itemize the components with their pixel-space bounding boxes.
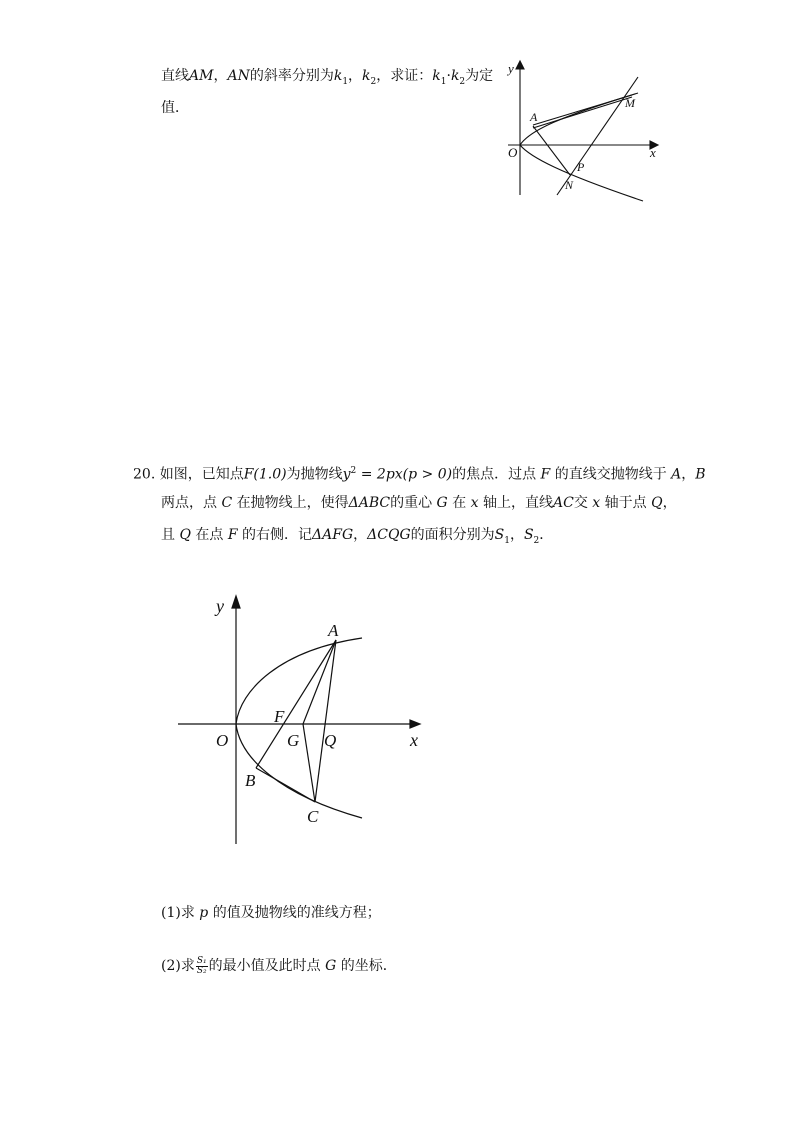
math-p: p bbox=[194, 905, 213, 921]
q20-subquestion-2 bbox=[161, 956, 397, 976]
q20-subquestion-1 bbox=[161, 903, 381, 923]
label-M: M bbox=[625, 96, 635, 110]
math-triangle-CQG: ΔCQG bbox=[367, 527, 411, 543]
math-y: y bbox=[342, 466, 351, 483]
text: 的坐标． bbox=[340, 958, 397, 974]
text: 在 bbox=[452, 495, 467, 511]
text: ， bbox=[662, 495, 677, 511]
q19-statement-line1 bbox=[161, 66, 493, 92]
math-S1: S bbox=[494, 527, 505, 543]
math-C: C bbox=[217, 495, 237, 511]
text: 的值及抛物线的准线方程； bbox=[212, 905, 381, 921]
denominator: S₂ bbox=[196, 965, 207, 976]
label-A: A bbox=[530, 110, 538, 124]
label-A: A bbox=[328, 621, 339, 640]
subscript: 2 bbox=[370, 76, 377, 87]
line-AM-parallel bbox=[533, 97, 632, 128]
text: 的直线交抛物线于 bbox=[554, 466, 667, 483]
text: 的焦点．过点 bbox=[452, 466, 537, 483]
text: 轴上，直线 bbox=[483, 495, 553, 511]
text: ， bbox=[353, 527, 368, 543]
math-AN: AN bbox=[227, 68, 250, 84]
text: 在点 bbox=[195, 527, 224, 543]
text: (1)求 bbox=[161, 905, 195, 921]
q20-statement-line2 bbox=[161, 493, 677, 513]
text: ，求证： bbox=[376, 68, 433, 84]
label-y: y bbox=[216, 596, 224, 616]
text: ， bbox=[681, 466, 696, 483]
math-x: x bbox=[466, 495, 483, 511]
line-BC bbox=[256, 768, 315, 802]
label-x: x bbox=[410, 730, 418, 750]
math-triangle-AFG: ΔAFG bbox=[312, 527, 354, 543]
label-y: y bbox=[508, 61, 514, 76]
subscript: 2 bbox=[533, 535, 540, 546]
text: 为定 bbox=[465, 68, 494, 84]
text: 直线 bbox=[161, 68, 189, 84]
text: 如图，已知点 bbox=[159, 466, 244, 483]
math-k2: k bbox=[362, 68, 371, 84]
math-dot: · bbox=[446, 68, 451, 84]
text: 的右侧．记 bbox=[242, 527, 313, 543]
fraction-S1-over-S2 bbox=[196, 957, 208, 976]
label-P: P bbox=[577, 160, 585, 174]
q20-statement-line1 bbox=[133, 461, 706, 485]
math-G: G bbox=[320, 958, 341, 974]
math-S2: S bbox=[523, 527, 534, 543]
math-x: x bbox=[587, 495, 605, 511]
text: ， bbox=[348, 68, 363, 84]
math-k2: k bbox=[450, 68, 460, 84]
y-axis-arrow bbox=[516, 61, 524, 69]
math-equation: = 2px(p > 0) bbox=[356, 466, 453, 483]
text: 两点，点 bbox=[161, 495, 217, 511]
q19-statement-line2 bbox=[161, 98, 189, 118]
text: 轴于点 bbox=[604, 495, 647, 511]
math-k1: k bbox=[432, 68, 441, 84]
text: 为抛物线 bbox=[286, 466, 343, 483]
math-F: F(1.0) bbox=[243, 466, 287, 483]
subscript: 2 bbox=[459, 76, 466, 87]
math-A: A bbox=[666, 466, 682, 483]
text: ． bbox=[539, 527, 554, 543]
line-AC bbox=[315, 640, 336, 802]
label-C: C bbox=[307, 807, 319, 826]
math-Q: Q bbox=[175, 527, 196, 543]
label-O: O bbox=[216, 731, 229, 750]
math-Q: Q bbox=[646, 495, 663, 511]
question-number: 20. bbox=[133, 466, 156, 483]
text: 交 bbox=[573, 495, 588, 511]
subscript: 1 bbox=[440, 76, 447, 87]
math-AC: AC bbox=[553, 495, 574, 511]
superscript: 2 bbox=[350, 466, 357, 476]
math-F: F bbox=[536, 466, 555, 483]
numerator: S₁ bbox=[196, 955, 207, 966]
label-N: N bbox=[565, 178, 574, 192]
q20-statement-line3 bbox=[161, 525, 553, 551]
text: 值． bbox=[161, 100, 189, 116]
text: 的最小值及此时点 bbox=[208, 958, 321, 974]
q19-figure bbox=[500, 55, 670, 210]
subscript: 1 bbox=[504, 535, 510, 546]
label-x: x bbox=[650, 145, 656, 160]
text: ， bbox=[213, 68, 228, 84]
text: 的重心 bbox=[390, 495, 433, 511]
y-axis-arrow bbox=[232, 596, 240, 608]
line-GC bbox=[303, 724, 315, 802]
subscript: 1 bbox=[342, 76, 349, 87]
label-G: G bbox=[287, 731, 300, 750]
parabola bbox=[236, 638, 362, 818]
math-k1: k bbox=[333, 68, 343, 84]
math-G: G bbox=[432, 495, 453, 511]
q20-figure bbox=[170, 590, 440, 850]
line-AN bbox=[533, 126, 570, 175]
math-B: B bbox=[695, 466, 706, 483]
x-axis-arrow bbox=[410, 720, 420, 728]
line-AM bbox=[533, 95, 632, 125]
text: 且 bbox=[161, 527, 175, 543]
label-F: F bbox=[274, 707, 285, 726]
label-Q: Q bbox=[324, 731, 337, 750]
text: 的面积分别为 bbox=[410, 527, 495, 543]
math-triangle-ABC: ΔABC bbox=[348, 495, 391, 511]
text: 在抛物线上，使得 bbox=[236, 495, 349, 511]
text: ， bbox=[509, 527, 524, 543]
label-B: B bbox=[245, 771, 256, 790]
text: 的斜率分别为 bbox=[249, 68, 334, 84]
math-AM: AM bbox=[189, 68, 214, 84]
label-O: O bbox=[508, 145, 518, 160]
text: (2)求 bbox=[161, 958, 195, 974]
math-F: F bbox=[223, 527, 243, 543]
